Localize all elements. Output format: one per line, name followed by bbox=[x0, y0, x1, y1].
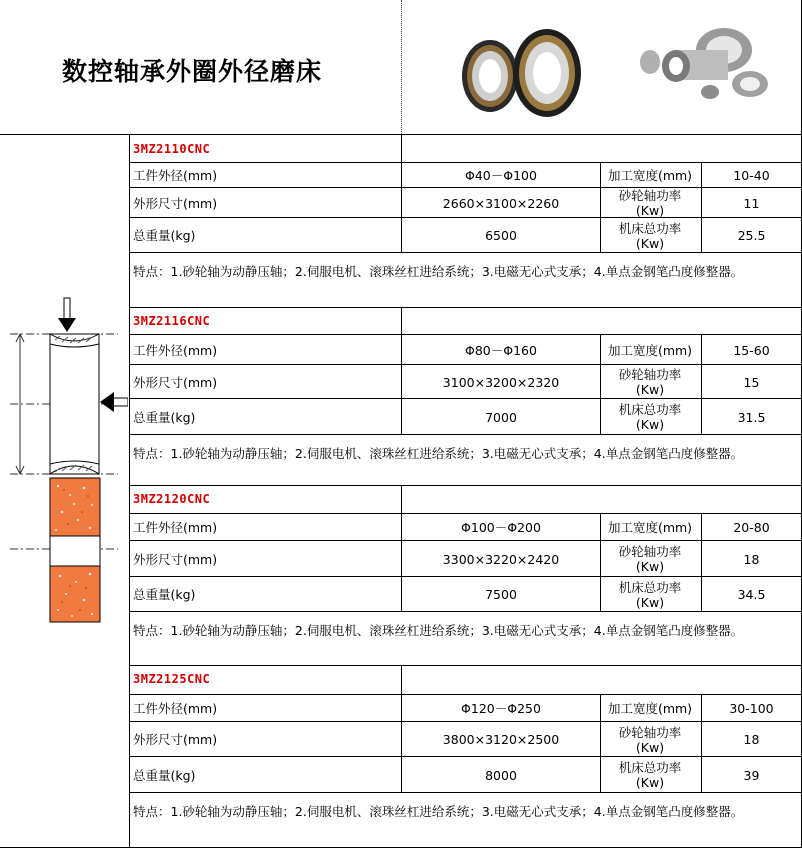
value-weight: 7000 bbox=[485, 409, 517, 425]
table-row bbox=[129, 513, 802, 541]
cylindrical-bearing-image bbox=[455, 18, 590, 123]
features-text: 特点：1.砂轮轴为动静压轴；2.伺服电机、滚珠丝杠进给系统；3.电磁无心式支承；4.单点金钢笔凸度修整器。 bbox=[133, 804, 744, 819]
table-row bbox=[129, 721, 802, 757]
page-title: 数控轴承外圈外径磨床 bbox=[62, 57, 323, 86]
features-text: 特点：1.砂轮轴为动静压轴；2.伺服电机、滚珠丝杠进给系统；3.电磁无心式支承；4.单点金钢笔凸度修整器。 bbox=[133, 446, 744, 461]
value-machining-width: 10-40 bbox=[733, 168, 770, 183]
label-total-power: 机床总功率 (Kw) bbox=[618, 220, 682, 251]
value-outer-diameter: Φ120－Φ250 bbox=[461, 701, 541, 716]
table-row bbox=[129, 756, 802, 793]
value-total-power: 39 bbox=[743, 767, 760, 783]
label-spindle-power: 砂轮轴功率 (Kw) bbox=[618, 367, 682, 397]
header-divider bbox=[401, 0, 402, 134]
tapered-bearing-image bbox=[632, 22, 772, 107]
value-outer-diameter: Φ100－Φ200 bbox=[461, 520, 541, 535]
label-weight: 总重量(kg) bbox=[133, 767, 196, 783]
value-spindle-power: 15 bbox=[743, 374, 760, 390]
label-total-power: 机床总功率 (Kw) bbox=[618, 579, 682, 610]
table-row bbox=[129, 694, 802, 722]
model-section-2 bbox=[129, 307, 802, 485]
value-spindle-power: 11 bbox=[743, 195, 760, 211]
table-row bbox=[129, 187, 802, 218]
label-dimensions: 外形尺寸(mm) bbox=[133, 551, 218, 567]
value-dimensions: 3300×3220×2420 bbox=[442, 551, 560, 567]
features-row bbox=[129, 434, 802, 486]
value-dimensions: 3800×3120×2500 bbox=[442, 732, 560, 747]
features-row bbox=[129, 611, 802, 666]
label-spindle-power: 砂轮轴功率 (Kw) bbox=[618, 188, 682, 218]
value-outer-diameter: Φ80－Φ160 bbox=[465, 342, 537, 358]
value-outer-diameter: Φ40－Φ100 bbox=[465, 168, 537, 183]
value-weight: 8000 bbox=[485, 767, 517, 783]
label-spindle-power: 砂轮轴功率 (Kw) bbox=[618, 724, 682, 755]
label-outer-diameter: 工件外径(mm) bbox=[133, 701, 218, 716]
value-total-power: 31.5 bbox=[737, 409, 766, 425]
table-row bbox=[129, 217, 802, 253]
label-total-power: 机床总功率 (Kw) bbox=[618, 402, 682, 432]
label-outer-diameter: 工件外径(mm) bbox=[133, 342, 218, 358]
label-weight: 总重量(kg) bbox=[133, 587, 196, 602]
features-row bbox=[129, 252, 802, 308]
value-spindle-power: 18 bbox=[743, 551, 760, 567]
value-machining-width: 15-60 bbox=[733, 342, 770, 358]
value-machining-width: 20-80 bbox=[733, 520, 770, 535]
label-machining-width: 加工宽度(mm) bbox=[607, 701, 693, 716]
value-machining-width: 30-100 bbox=[729, 701, 774, 716]
label-outer-diameter: 工件外径(mm) bbox=[133, 520, 218, 535]
model-name: 3MZ2116CNC bbox=[133, 314, 211, 328]
model-section-3 bbox=[129, 485, 802, 665]
table-row bbox=[129, 540, 802, 577]
label-machining-width: 加工宽度(mm) bbox=[607, 342, 693, 358]
model-section-1 bbox=[129, 135, 802, 307]
label-dimensions: 外形尺寸(mm) bbox=[133, 195, 218, 211]
features-text: 特点：1.砂轮轴为动静压轴；2.伺服电机、滚珠丝杠进给系统；3.电磁无心式支承；4.单点金钢笔凸度修整器。 bbox=[133, 264, 744, 279]
table-row bbox=[129, 398, 802, 435]
label-total-power: 机床总功率 (Kw) bbox=[618, 760, 682, 790]
model-name: 3MZ2120CNC bbox=[133, 492, 211, 506]
label-dimensions: 外形尺寸(mm) bbox=[133, 732, 218, 747]
label-outer-diameter: 工件外径(mm) bbox=[133, 168, 218, 183]
model-name: 3MZ2110CNC bbox=[133, 142, 211, 156]
model-name: 3MZ2125CNC bbox=[133, 672, 211, 686]
value-spindle-power: 18 bbox=[743, 732, 760, 747]
value-total-power: 34.5 bbox=[737, 587, 766, 602]
features-text: 特点：1.砂轮轴为动静压轴；2.伺服电机、滚珠丝杠进给系统；3.电磁无心式支承；4.单点金钢笔凸度修整器。 bbox=[133, 623, 744, 638]
value-total-power: 25.5 bbox=[737, 228, 766, 243]
value-weight: 6500 bbox=[485, 228, 517, 243]
value-dimensions: 3100×3200×2320 bbox=[442, 374, 560, 390]
table-row bbox=[129, 334, 802, 365]
label-machining-width: 加工宽度(mm) bbox=[607, 520, 693, 535]
grinding-diagram bbox=[0, 290, 128, 630]
table-row bbox=[129, 576, 802, 612]
value-weight: 7500 bbox=[485, 587, 517, 602]
label-weight: 总重量(kg) bbox=[133, 409, 196, 425]
table-row bbox=[129, 162, 802, 188]
label-spindle-power: 砂轮轴功率 (Kw) bbox=[618, 544, 682, 574]
label-weight: 总重量(kg) bbox=[133, 228, 196, 243]
table-row bbox=[129, 364, 802, 399]
label-dimensions: 外形尺寸(mm) bbox=[133, 374, 218, 390]
features-row bbox=[129, 792, 802, 849]
value-dimensions: 2660×3100×2260 bbox=[442, 195, 560, 211]
label-machining-width: 加工宽度(mm) bbox=[607, 168, 693, 183]
model-section-4 bbox=[129, 665, 802, 848]
